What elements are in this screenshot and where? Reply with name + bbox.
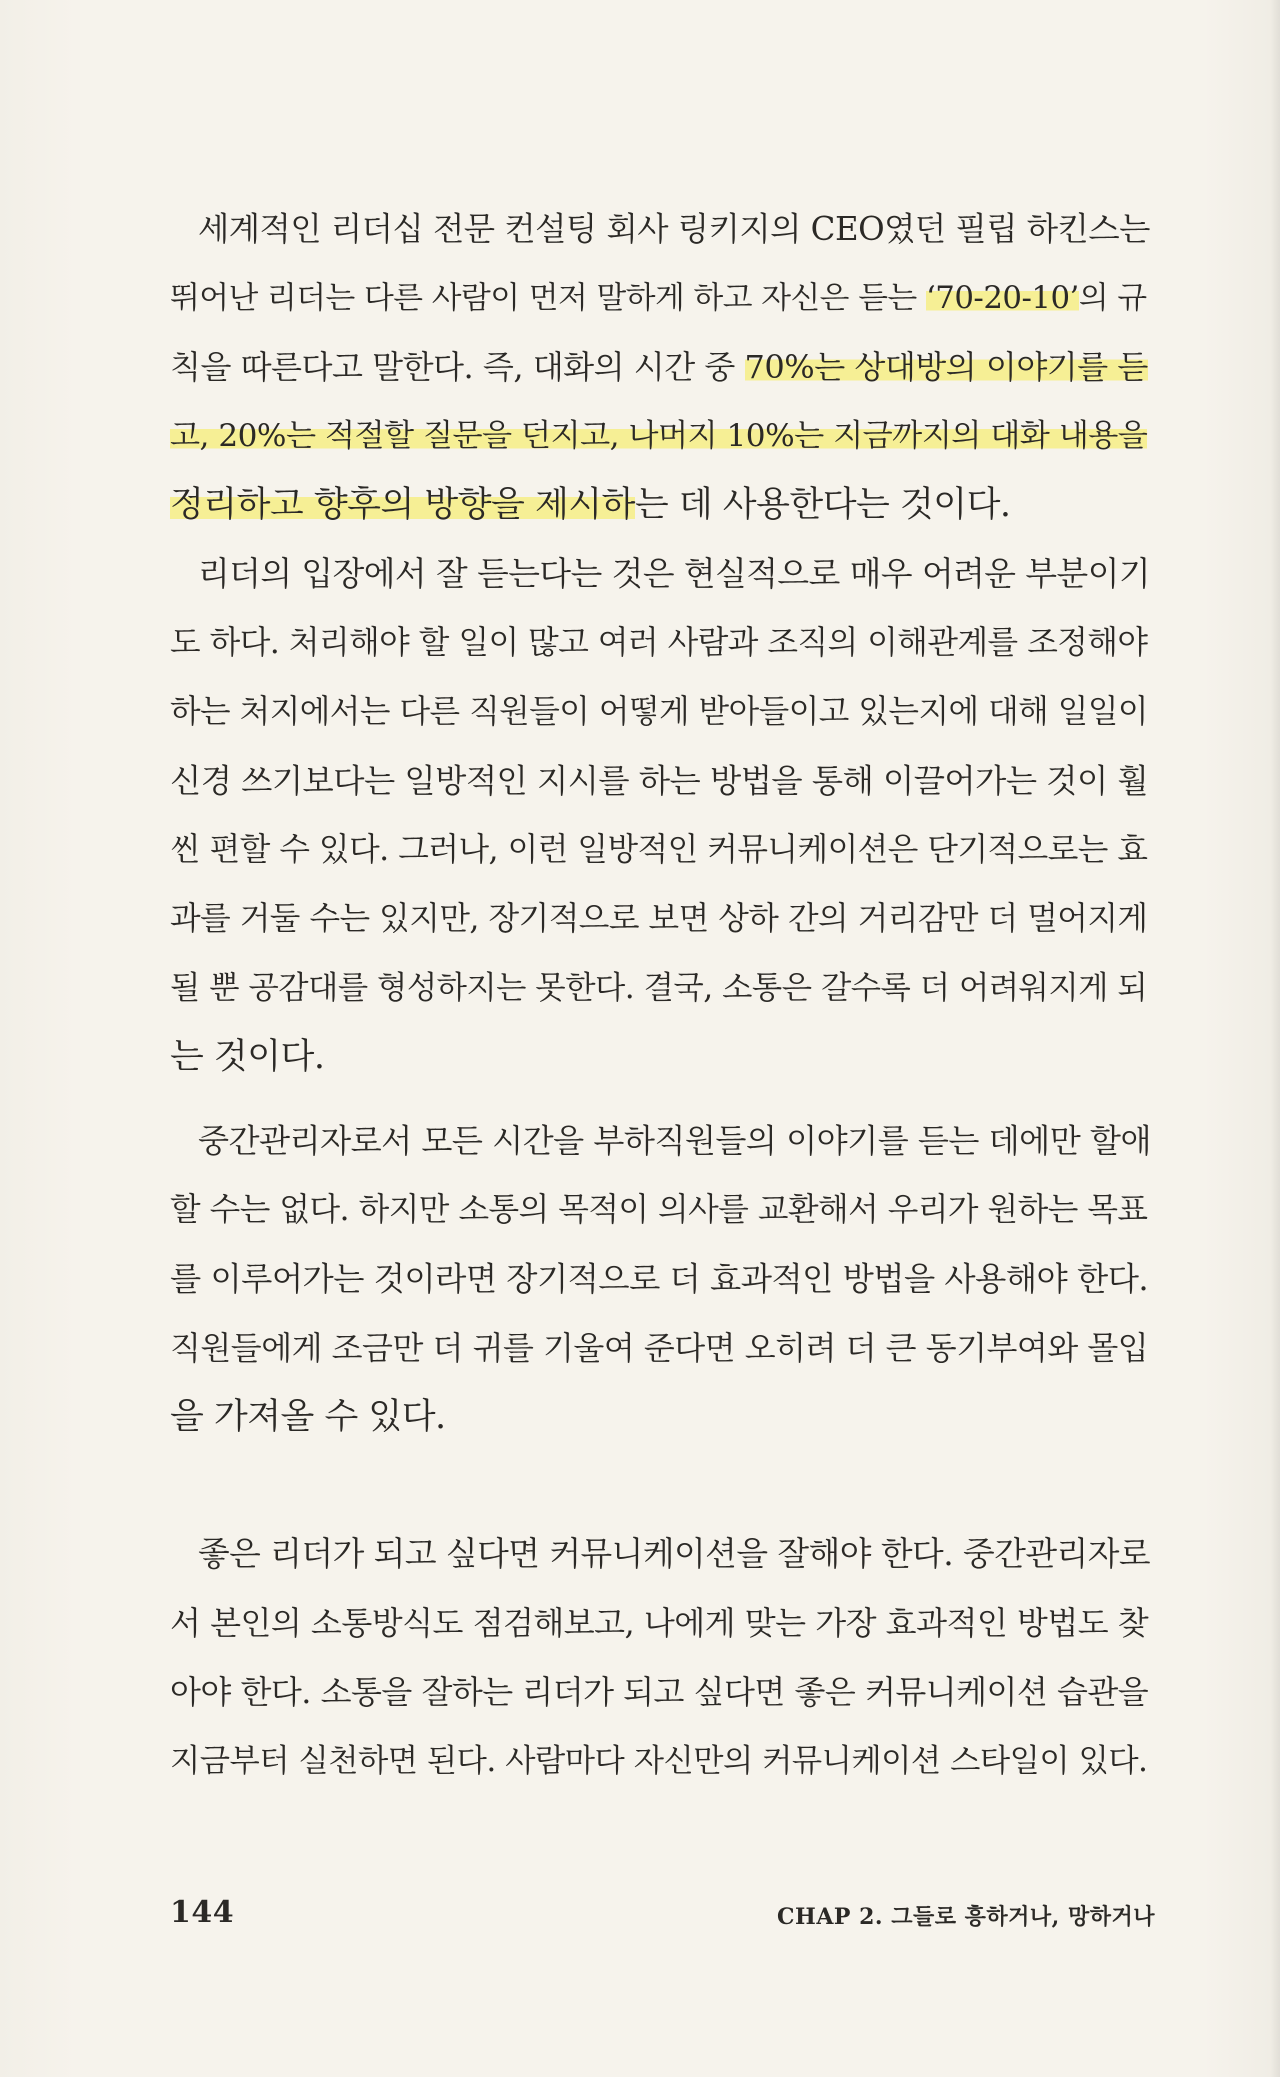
p1-line-3-highlight: 70%는 상대방의 이야기를 듣 bbox=[744, 348, 1148, 386]
p1-line-3 bbox=[170, 333, 1160, 402]
p2-line: 는 것이다. bbox=[170, 1037, 325, 1077]
paragraph-4 bbox=[170, 1520, 1160, 1796]
p4-line: 지금부터 실천하면 된다. 사람마다 자신만의 커뮤니케이션 스타일이 있다. bbox=[170, 1743, 1148, 1779]
p1-line-5-post: 는 데 사용한다는 것이다. bbox=[634, 485, 1011, 525]
p2-line: 도 하다. 처리해야 할 일이 많고 여러 사람과 조직의 이해관계를 조정해야 bbox=[170, 625, 1148, 661]
paragraph-2 bbox=[170, 540, 1160, 1092]
paragraph-3 bbox=[170, 1107, 1160, 1452]
p2-line: 될 뿐 공감대를 형성하지는 못한다. 결국, 소통은 갈수록 더 어려워지게 되 bbox=[170, 970, 1148, 1006]
p2-line: 리더의 입장에서 잘 듣는다는 것은 현실적으로 매우 어려운 부분이기 bbox=[198, 555, 1151, 593]
p2-line: 과를 거둘 수는 있지만, 장기적으로 보면 상하 간의 거리감만 더 멀어지게 bbox=[170, 901, 1148, 937]
p3-line: 직원들에게 조금만 더 귀를 기울여 준다면 오히려 더 큰 동기부여와 몰입 bbox=[170, 1329, 1149, 1367]
p3-line: 을 가져올 수 있다. bbox=[170, 1397, 446, 1437]
p1-line-3-pre: 칙을 따른다고 말한다. 즉, 대화의 시간 중 bbox=[170, 348, 745, 386]
p1-line-4-highlight: 고, 20%는 적절할 질문을 던지고, 나머지 10%는 지금까지의 대화 내용을 bbox=[170, 418, 1148, 454]
p1-line-5 bbox=[170, 471, 1160, 540]
p3-line: 중간관리자로서 모든 시간을 부하직원들의 이야기를 듣는 데에만 할애 bbox=[198, 1122, 1151, 1160]
p2-line: 씬 편할 수 있다. 그러나, 이런 일방적인 커뮤니케이션은 단기적으로는 효 bbox=[170, 832, 1148, 868]
p1-line-2 bbox=[170, 264, 1160, 333]
p1-line-2-highlight: ‘70-20-10’ bbox=[925, 280, 1079, 316]
p1-line-5-highlight: 정리하고 향후의 방향을 제시하 bbox=[170, 485, 635, 525]
p1-line-1: 세계적인 리더십 전문 컨설팅 회사 링키지의 CEO였던 필립 하킨스는 bbox=[198, 210, 1150, 248]
p2-line: 신경 쓰기보다는 일방적인 지시를 하는 방법을 통해 이끌어가는 것이 훨 bbox=[170, 762, 1149, 800]
paragraph-1 bbox=[170, 195, 1160, 540]
p4-line: 좋은 리더가 되고 싶다면 커뮤니케이션을 잘해야 한다. 중간관리자로 bbox=[198, 1535, 1151, 1573]
p1-line-2-pre: 뛰어난 리더는 다른 사람이 먼저 말하게 하고 자신은 듣는 bbox=[170, 280, 926, 316]
page-edge-shadow bbox=[1270, 0, 1280, 2077]
p3-line: 를 이루어가는 것이라면 장기적으로 더 효과적인 방법을 사용해야 한다. bbox=[170, 1260, 1149, 1298]
p3-line: 할 수는 없다. 하지만 소통의 목적이 의사를 교환해서 우리가 원하는 목표 bbox=[170, 1192, 1148, 1228]
p4-line: 아야 한다. 소통을 잘하는 리더가 되고 싶다면 좋은 커뮤니케이션 습관을 bbox=[170, 1673, 1149, 1711]
running-header-chapter: CHAP 2. 그들로 흥하거나, 망하거나 bbox=[777, 1904, 1155, 1930]
page-number: 144 bbox=[170, 1895, 235, 1930]
p1-line-2-post: 의 규 bbox=[1078, 280, 1147, 316]
p2-line: 하는 처지에서는 다른 직원들이 어떻게 받아들이고 있는지에 대해 일일이 bbox=[170, 694, 1148, 730]
p4-line: 서 본인의 소통방식도 점검해보고, 나에게 맞는 가장 효과적인 방법도 찾 bbox=[170, 1604, 1149, 1642]
p1-line-4 bbox=[170, 402, 1160, 471]
